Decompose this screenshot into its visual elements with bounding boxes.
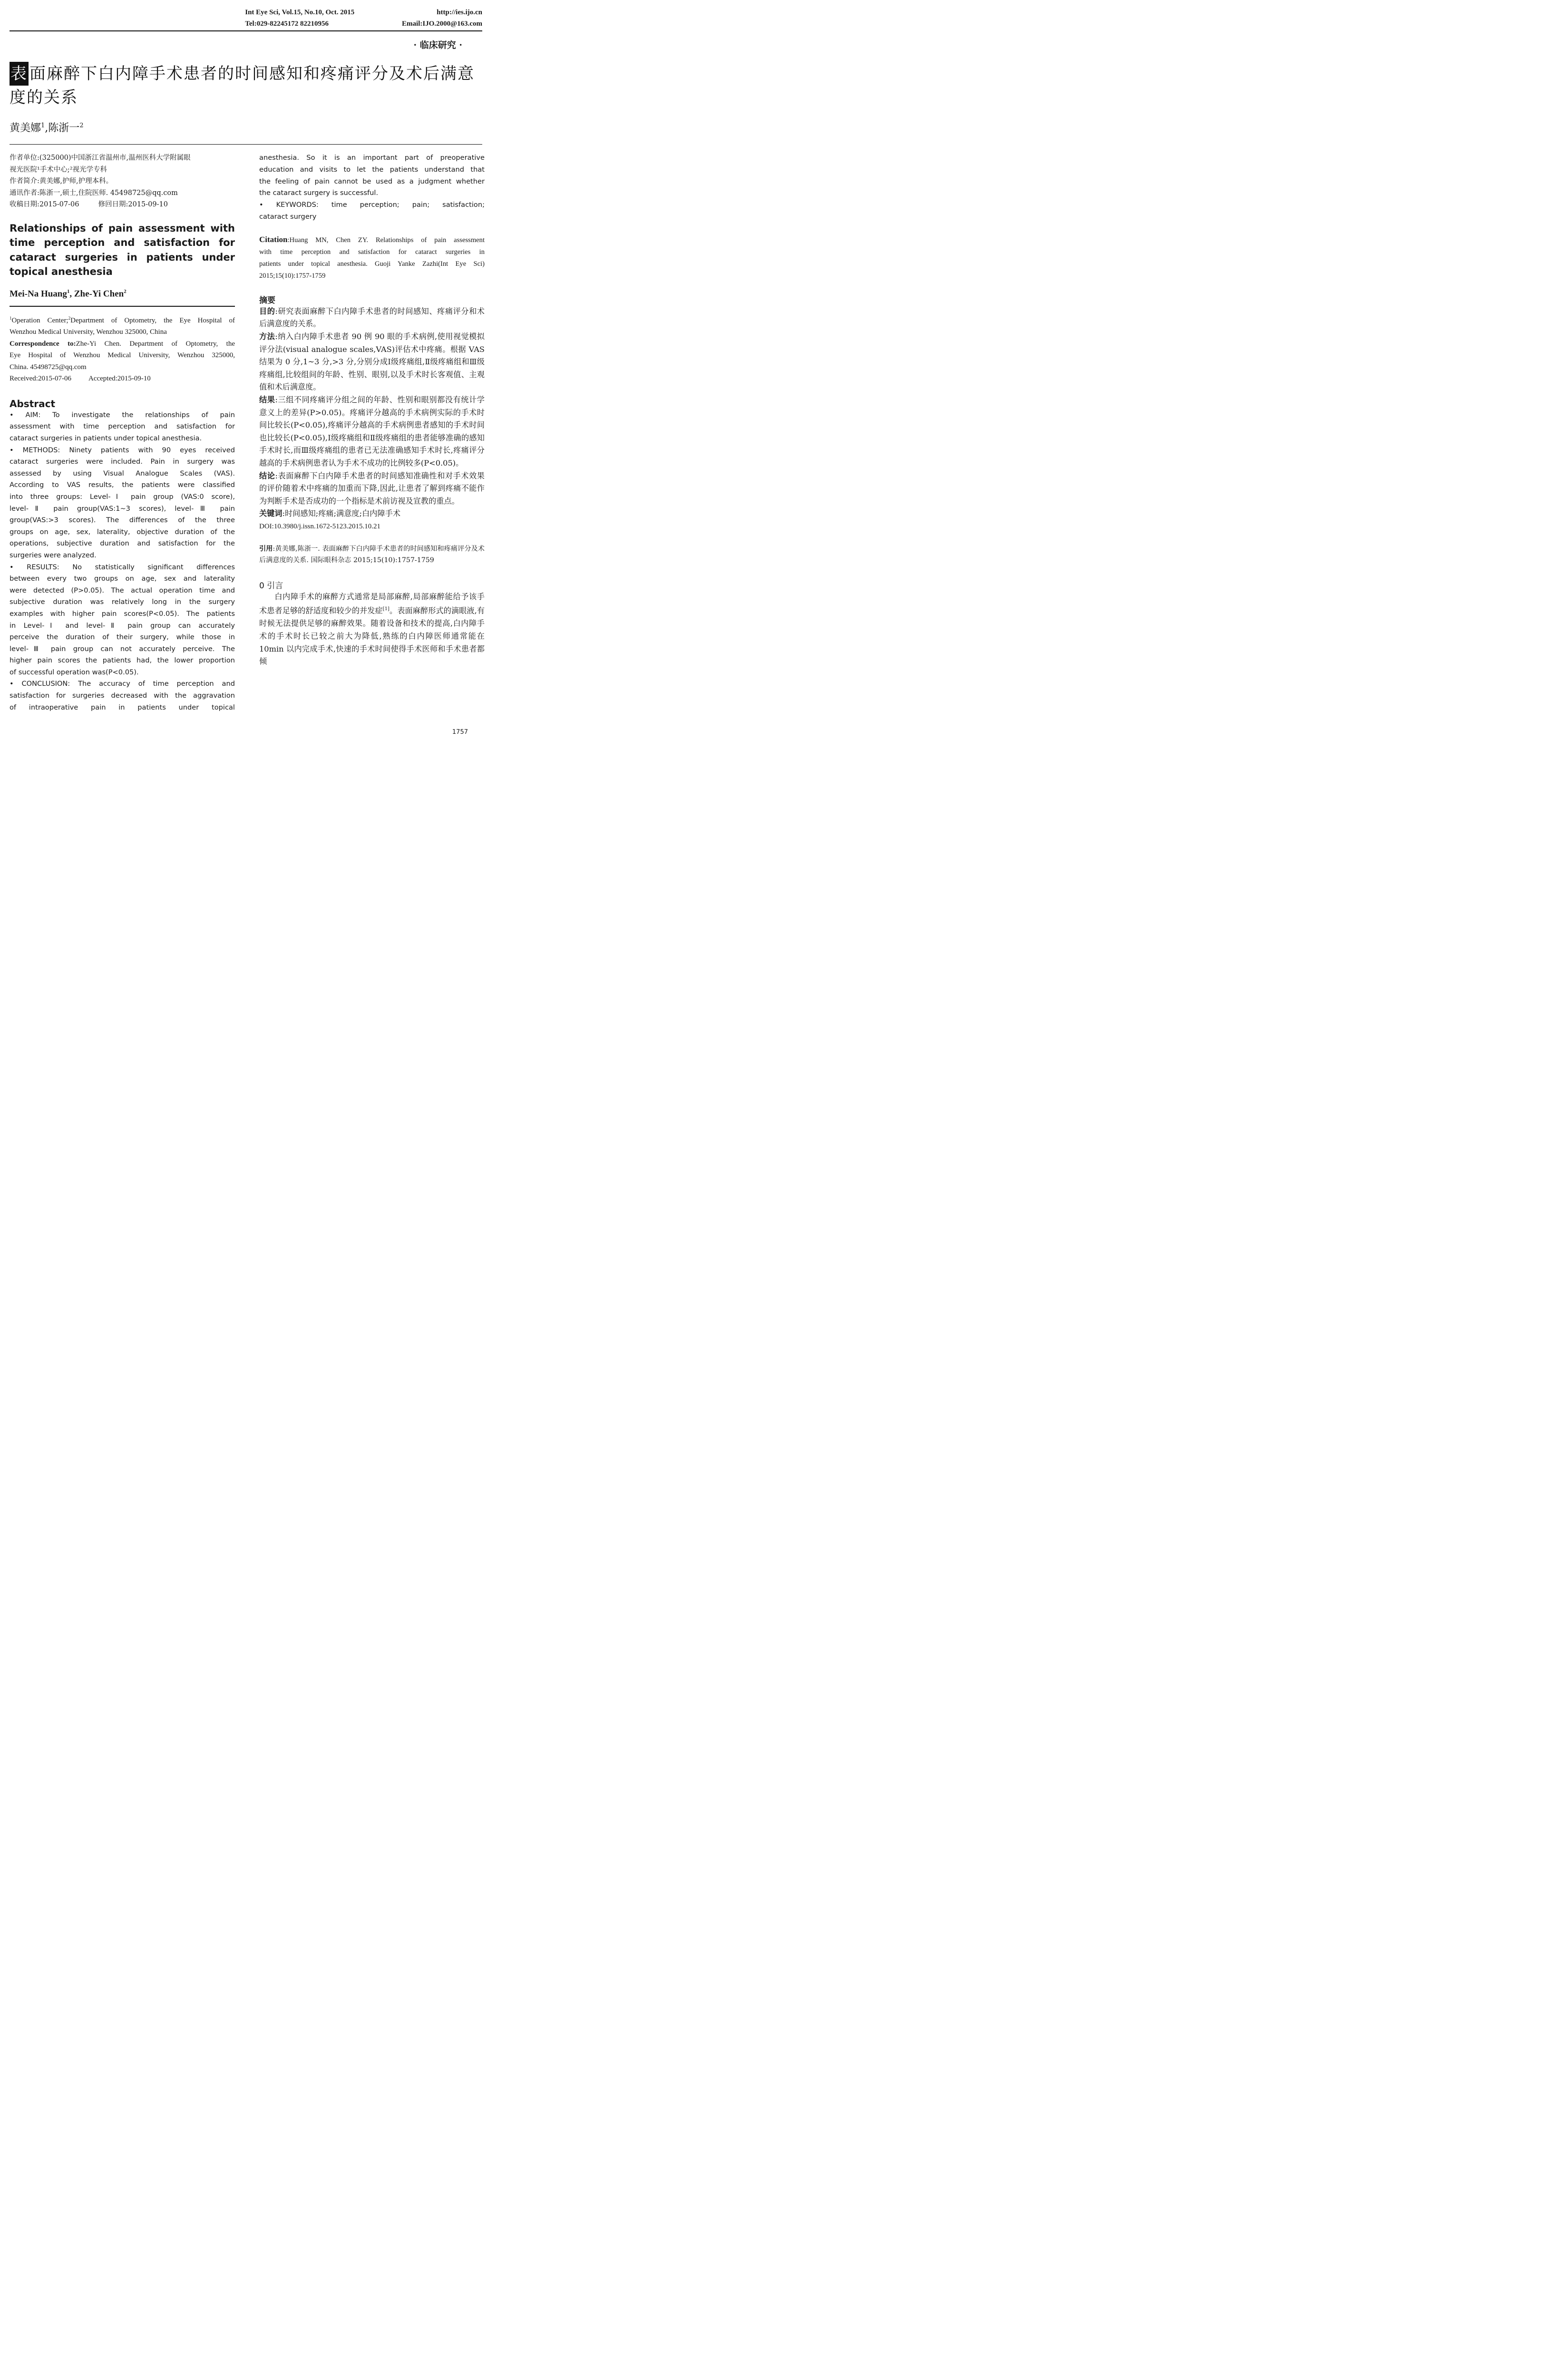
abstract-line: assessed by using Visual Analogue Scales (VAS). <box>10 469 235 477</box>
article-title-en <box>10 221 235 279</box>
author-separator: , <box>45 122 49 134</box>
page-number: 1757 <box>452 729 468 736</box>
title-en-line: topical anesthesia <box>10 266 113 277</box>
abstract-line: into three groups: Level-Ⅰ pain group (VAS:0 score), <box>10 492 235 501</box>
affiliation-line: $^1$Operation Center;$^2$Department of Optometry, the Eye Hospital of <box>10 315 235 324</box>
intro-text-b: 。表面麻醉形式的滴眼液,有时候无法提供足够的麻醉效果。随着设备和技术的提高,白内障手术的手术时长已较之前大为降低,熟练的白内障医师通常能在 10min 以内完成手术,快速的手术时间使得手术医师和手术患者都倾 <box>259 606 485 666</box>
header-line-1 <box>245 9 482 17</box>
abstract-line: level-Ⅲ pain group can not accurately perceive. The <box>10 644 235 653</box>
abstract-line: According to VAS results, the patients were classified <box>10 481 235 489</box>
abstract-line: cataract surgeries in patients under topical anesthesia. <box>10 434 202 443</box>
left-column <box>10 152 235 713</box>
citation-cn <box>259 543 485 566</box>
header-rule <box>10 30 482 31</box>
affiliation-line: Wenzhou Medical University, Wenzhou 325000, China <box>10 328 167 336</box>
keywords-en: • KEYWORDS: time perception; pain; satisfaction; <box>259 201 485 209</box>
intro-paragraph <box>259 591 485 668</box>
abstract-cn-keywords <box>259 507 485 520</box>
abstract-heading: Abstract <box>10 398 56 409</box>
abstract-line: between every two groups on age, sex and laterality <box>10 575 235 583</box>
running-header <box>10 9 482 29</box>
correspondence-line: China. 45498725@qq.com <box>10 363 87 371</box>
citation-cn-label: 引用 <box>259 545 273 553</box>
abstract-line: group(VAS:>3 scores). The differences of the three <box>10 516 235 525</box>
affiliation-1: Operation Center; <box>11 316 68 324</box>
title-drop-cap: 表 <box>10 62 29 86</box>
author-rule <box>10 306 235 307</box>
abstract-line: satisfaction for surgeries decreased with the aggravation <box>10 692 235 700</box>
methods-text: :纳入白内障手术患者 90 例 90 眼的手术病例,使用视觉模拟评分法(visual analogue scales,VAS)评估术中疼痛。根据 VAS 结果为 0 分,1~3 分,>3 分,分别分成Ⅰ级疼痛组,Ⅱ级疼痛组和Ⅲ级疼痛组,比较组间的年龄、性别、眼别,以及手术时长客观值、主观值和术后满意度。 <box>259 331 485 392</box>
abstract-line: • METHODS: Ninety patients with 90 eyes received <box>10 446 235 454</box>
aim-text: :研究表面麻醉下白内障手术患者的时间感知、疼痛评分和术后满意度的关系。 <box>259 306 485 329</box>
abstract-line: operations, subjective duration and satisfaction for the <box>10 539 235 548</box>
abstract-continued <box>259 152 485 223</box>
citation-line: with time perception and satisfaction for cataract surgeries in <box>259 248 485 256</box>
title-en-line: cataract surgeries in patients under <box>10 251 235 263</box>
received-date-cn: 收稿日期:2015-07-06 <box>10 201 79 208</box>
conclusion-label: 结论 <box>259 471 275 480</box>
correspondence-line <box>10 338 235 350</box>
author-en-1-sup: 1 <box>67 288 70 294</box>
abstract-cn-aim <box>259 305 485 331</box>
journal-page <box>0 0 487 738</box>
author-info-line: 通讯作者:陈浙一,硕士,住院医师. 45498725@qq.com <box>10 189 178 197</box>
abstract-line: groups on age, sex, laterality, objective duration of the <box>10 527 235 536</box>
author-1-sup: 1 <box>41 122 45 129</box>
citation-cn-text: :黄美娜,陈浙一. 表面麻醉下白内障手术患者的时间感知和疼痛评分及术后满意度的关系. 国际眼科杂志 2015;15(10):1757-1759 <box>259 545 485 565</box>
author-info-line: 视光医院¹手术中心;²视光学专科 <box>10 166 107 174</box>
abstract-line: • AIM: To investigate the relationships of pain <box>10 410 235 419</box>
affiliation-2: Department of Optometry, the Eye Hospital of <box>70 316 235 324</box>
abstract-line: in Level-Ⅰ and level-Ⅱ pain group can accurately <box>10 621 235 630</box>
authors-en: Mei-Na Huang$^1$, Zhe-Yi Chen$^2$ <box>10 288 127 299</box>
journal-url[interactable]: http://ies.ijo.cn <box>437 9 482 16</box>
dates-en <box>10 373 235 385</box>
revised-date-cn: 修回日期:2015-09-10 <box>98 201 168 208</box>
doi[interactable]: DOI:10.3980/j.issn.1672-5123.2015.10.21 <box>259 522 380 530</box>
abstract-line: higher pain scores the patients had, the lower proportion <box>10 656 235 665</box>
intro-text-a: 白内障手术的麻醉方式通常是局部麻醉,局部麻醉能给予该手术患者足够的舒适度和较少的并发症 <box>259 592 485 615</box>
aim-label: 目的 <box>259 306 275 316</box>
abstract-line: of intraoperative pain in patients under topical <box>10 703 235 711</box>
correspondence-line: Eye Hospital of Wenzhou Medical University, Wenzhou 325000, <box>10 351 235 360</box>
results-label: 结果 <box>259 395 275 404</box>
keywords-text: :时间感知;疼痛;满意度;白内障手术 <box>282 509 401 518</box>
dates-cn <box>10 199 235 211</box>
citation-text: :Huang MN, Chen ZY. Relationships of pain assessment <box>287 236 485 244</box>
keywords-label: 关键词 <box>259 509 282 518</box>
journal-tel: Tel:029-82245172 82210956 <box>245 20 329 28</box>
author-en-2-sup: 2 <box>124 288 127 294</box>
author-en-1: Mei-Na Huang <box>10 288 67 299</box>
conclusion-text: :表面麻醉下白内障手术患者的时间感知准确性和对手术效果的评价随着术中疼痛的加重而下降,因此,让患者了解到疼痛不能作为判断手术是否成功的一个指标是术前访视及宣教的重点。 <box>259 471 485 506</box>
abstract-line: of successful operation was(P<0.05). <box>10 668 139 676</box>
abstract-line: the cataract surgery is successful. <box>259 189 379 197</box>
received-date-en: Received:2015-07-06 <box>10 375 71 383</box>
results-text: :三组不同疼痛评分组之间的年龄、性别和眼别都没有统计学意义上的差异(P>0.05)。疼痛评分越高的手术病例实际的手术时间比较长(P<0.05),疼痛评分越高的手术病例患者感知的手术时间也比较长(P<0.05),Ⅰ级疼痛组和Ⅱ级疼痛组的患者能够准确的感知手术时长,而Ⅲ级疼痛组的患者已无法准确感知手术时长,疼痛评分越高的手术病例患者认为手术不成功的比例较多(P<0.05)。 <box>259 395 485 468</box>
section-tag: · 临床研究 · <box>413 40 462 50</box>
abstract-line: • RESULTS: No statistically significant differences <box>10 563 235 571</box>
citation-line: 2015;15(10):1757-1759 <box>259 272 326 280</box>
author-2: 陈浙一 <box>48 122 80 134</box>
affiliation-en <box>10 312 235 385</box>
reference-1[interactable]: [1] <box>382 606 390 612</box>
abstract-line: cataract surgeries were included. Pain in surgery was <box>10 458 235 466</box>
citation-line: patients under topical anesthesia. Guoji Yanke Zazhi(Int Eye Sci) <box>259 260 485 268</box>
abstract-cn-methods <box>259 331 485 394</box>
abstract-line: surgeries were analyzed. <box>10 551 97 559</box>
citation-label: Citation <box>259 234 288 244</box>
abstract-line: education and visits to let the patients understand that <box>259 165 485 174</box>
intro-heading: 0 引言 <box>259 581 283 591</box>
abstract-line: assessment with time perception and satisfaction for <box>10 422 235 431</box>
author-1: 黄美娜 <box>10 122 41 134</box>
abstract-line: • CONCLUSION: The accuracy of time perception and <box>10 680 235 688</box>
abstract-line: the feeling of pain cannot be used as a judgment whether <box>259 177 485 185</box>
authors-cn <box>10 120 84 135</box>
correspondence-label: Correspondence to: <box>10 340 76 348</box>
title-en-line: Relationships of pain assessment with <box>10 222 235 234</box>
title-en-line: time perception and satisfaction for <box>10 237 235 248</box>
author-info-line: 作者单位:(325000)中国浙江省温州市,温州医科大学附属眼 <box>10 154 191 162</box>
abstract-line: were detected (P>0.05). The actual operation time and <box>10 586 235 594</box>
citation-line <box>259 234 485 246</box>
author-en-2: Zhe-Yi Chen <box>74 288 124 299</box>
correspondence-text: Zhe-Yi Chen. Department of Optometry, the <box>76 340 235 348</box>
abstract-cn-results <box>259 394 485 470</box>
journal-citation: Int Eye Sci, Vol.15, No.10, Oct. 2015 <box>245 9 355 16</box>
abstract-line: level-Ⅱ pain group(VAS:1~3 scores), level-Ⅲ pain <box>10 504 235 513</box>
title-text: 面麻醉下白内障手术患者的时间感知和疼痛评分及术后满意度的关系 <box>10 64 475 107</box>
abstract-line: anesthesia. So it is an important part of preoperative <box>259 154 485 162</box>
abstract-line: subjective duration was relatively long in the surgery <box>10 598 235 606</box>
methods-label: 方法 <box>259 331 275 341</box>
abstract-cn-heading: 摘要 <box>259 295 275 305</box>
author-2-sup: 2 <box>79 122 84 129</box>
abstract-line: perceive the duration of their surgery, while those in <box>10 633 235 642</box>
article-title-cn <box>10 62 482 109</box>
abstract-cn-conclusion <box>259 470 485 508</box>
header-line-2 <box>245 20 482 28</box>
keywords-en-cont: cataract surgery <box>259 212 317 221</box>
citation-en <box>259 234 485 282</box>
abstract-line: examples with higher pain scores(P<0.05). The patients <box>10 609 235 618</box>
author-info-line: 作者简介:黄美娜,护师,护理本科。 <box>10 177 113 185</box>
accepted-date-en: Accepted:2015-09-10 <box>88 375 151 383</box>
abstract-body <box>10 409 235 713</box>
title-rule <box>10 144 482 145</box>
author-info-block <box>10 152 235 211</box>
right-column <box>259 152 485 668</box>
journal-email[interactable]: Email:IJO.2000@163.com <box>402 20 482 28</box>
